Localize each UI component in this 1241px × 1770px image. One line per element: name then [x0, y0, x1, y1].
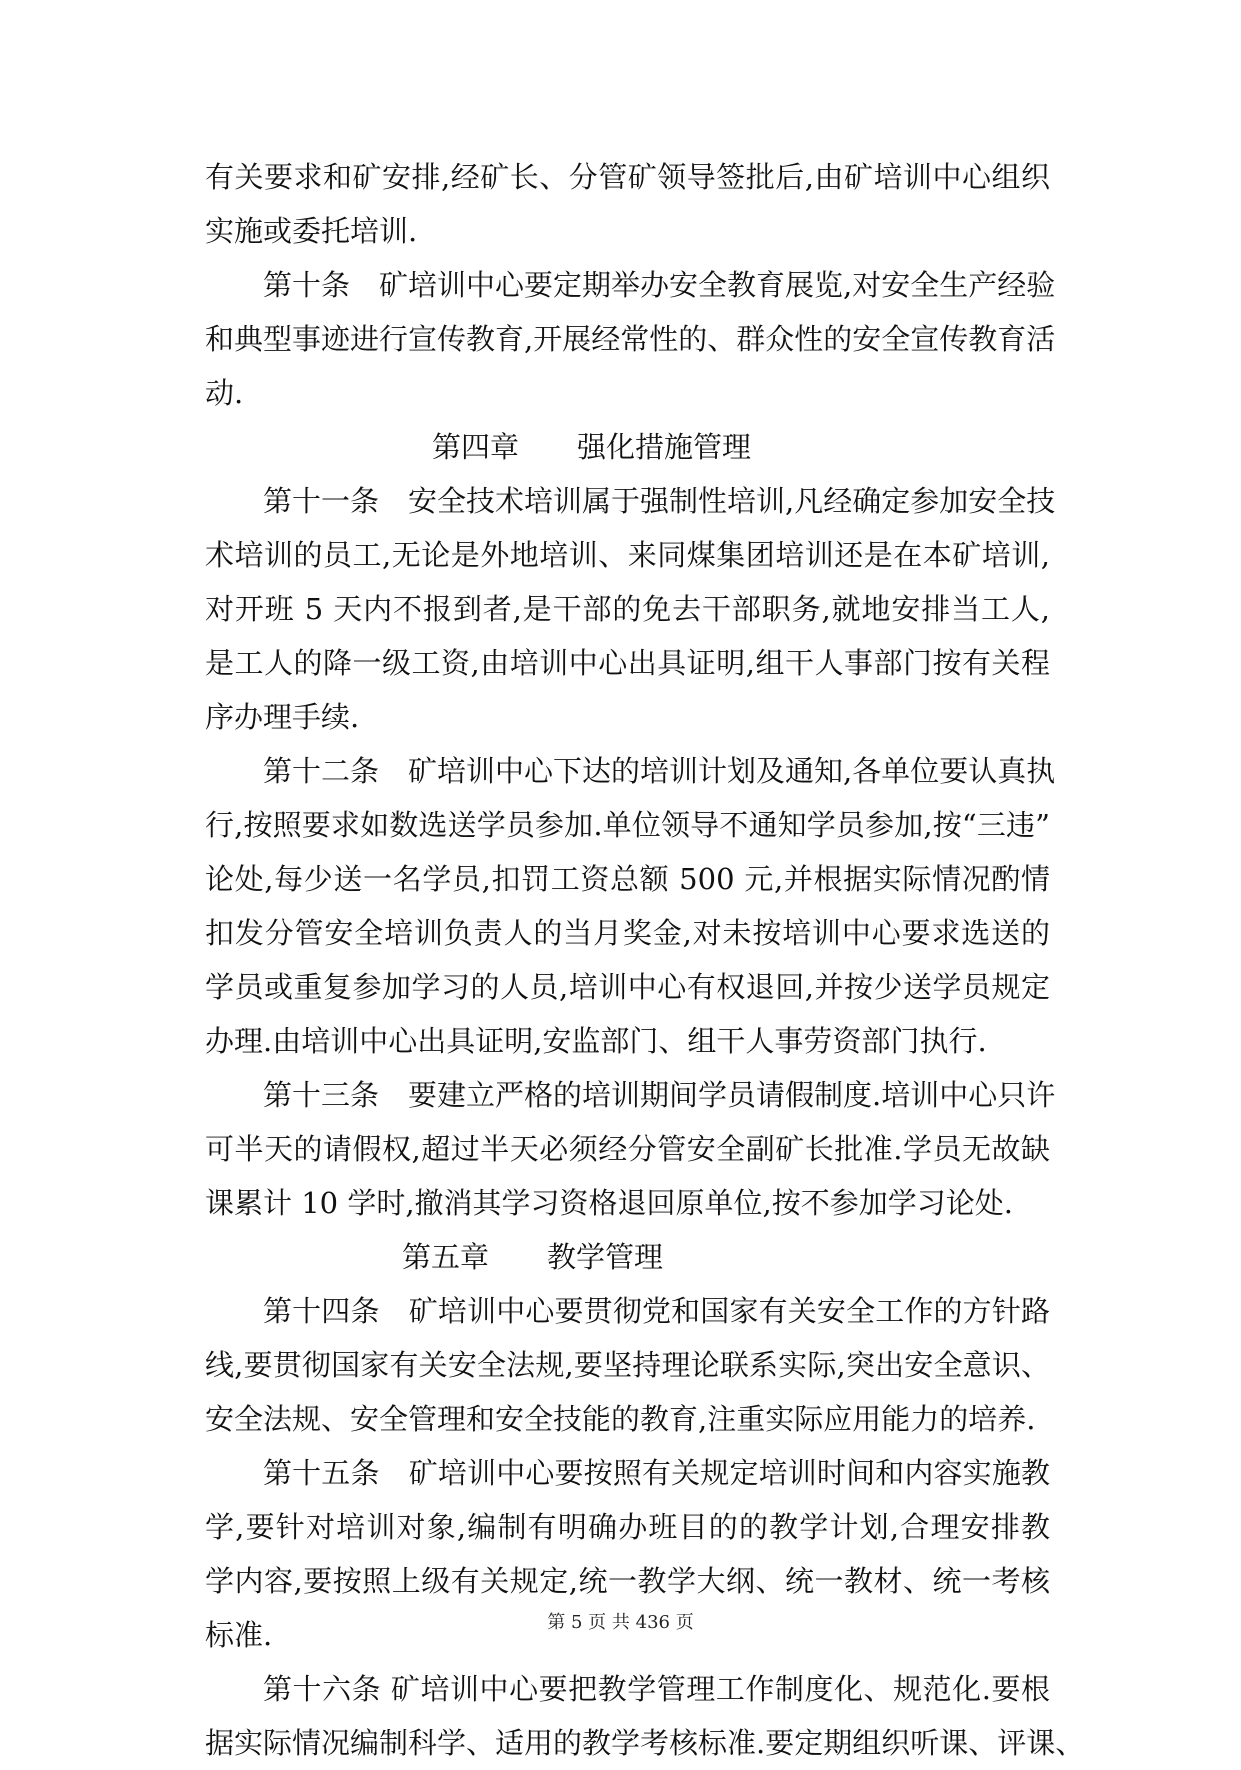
text-line: 扣发分管安全培训负责人的当月奖金,对未按培训中心要求选送的 — [205, 916, 1050, 950]
chapter-5-heading: 第五章 教学管理 — [402, 1240, 664, 1274]
text-line: 学员或重复参加学习的人员,培训中心有权退回,并按少送学员规定 — [205, 970, 1050, 1004]
text-line: 序办理手续. — [205, 700, 360, 734]
text-line: 据实际情况编制科学、适用的教学考核标准.要定期组织听课、评课、 — [205, 1726, 1085, 1760]
text-line: 术培训的员工,无论是外地培训、来同煤集团培训还是在本矿培训, — [205, 538, 1050, 572]
text-line: 有关要求和矿安排,经矿长、分管矿领导签批后,由矿培训中心组织 — [205, 160, 1050, 194]
article-13-line: 第十三条 要建立严格的培训期间学员请假制度.培训中心只许 — [263, 1078, 1056, 1112]
article-11-line: 第十一条 安全技术培训属于强制性培训,凡经确定参加安全技 — [263, 484, 1056, 518]
chapter-4-heading: 第四章 强化措施管理 — [432, 430, 752, 464]
text-line: 论处,每少送一名学员,扣罚工资总额 500 元,并根据实际情况酌情 — [205, 862, 1050, 896]
text-line: 是工人的降一级工资,由培训中心出具证明,组干人事部门按有关程 — [205, 646, 1050, 680]
text-line: 办理.由培训中心出具证明,安监部门、组干人事劳资部门执行. — [205, 1024, 987, 1058]
article-16-line: 第十六条 矿培训中心要把教学管理工作制度化、规范化.要根 — [263, 1672, 1050, 1706]
article-15-line: 第十五条 矿培训中心要按照有关规定培训时间和内容实施教 — [263, 1456, 1050, 1490]
article-10-line: 第十条 矿培训中心要定期举办安全教育展览,对安全生产经验 — [263, 268, 1056, 302]
text-line: 和典型事迹进行宣传教育,开展经常性的、群众性的安全宣传教育活 — [205, 322, 1056, 356]
text-line: 标准. — [205, 1618, 273, 1652]
article-12-line: 第十二条 矿培训中心下达的培训计划及通知,各单位要认真执 — [263, 754, 1056, 788]
text-line: 课累计 10 学时,撤消其学习资格退回原单位,按不参加学习论处. — [205, 1186, 1013, 1220]
text-line: 动. — [205, 376, 244, 410]
article-14-line: 第十四条 矿培训中心要贯彻党和国家有关安全工作的方针路 — [263, 1294, 1050, 1328]
body-text — [205, 150, 1085, 1770]
text-line: 学,要针对培训对象,编制有明确办班目的的教学计划,合理安排教 — [205, 1510, 1050, 1544]
text-line: 可半天的请假权,超过半天必须经分管安全副矿长批准.学员无故缺 — [205, 1132, 1050, 1166]
text-line: 学内容,要按照上级有关规定,统一教学大纲、统一教材、统一考核 — [205, 1564, 1050, 1598]
text-line: 行,按照要求如数选送学员参加.单位领导不通知学员参加,按“三违” — [205, 808, 1050, 842]
text-line: 线,要贯彻国家有关安全法规,要坚持理论联系实际,突出安全意识、 — [205, 1348, 1050, 1382]
page-number-footer: 第 5 页 共 436 页 — [547, 1612, 694, 1633]
text-line: 安全法规、安全管理和安全技能的教育,注重实际应用能力的培养. — [205, 1402, 1036, 1436]
text-line: 对开班 5 天内不报到者,是干部的免去干部职务,就地安排当工人, — [205, 592, 1050, 626]
text-line: 实施或委托培训. — [205, 214, 418, 248]
